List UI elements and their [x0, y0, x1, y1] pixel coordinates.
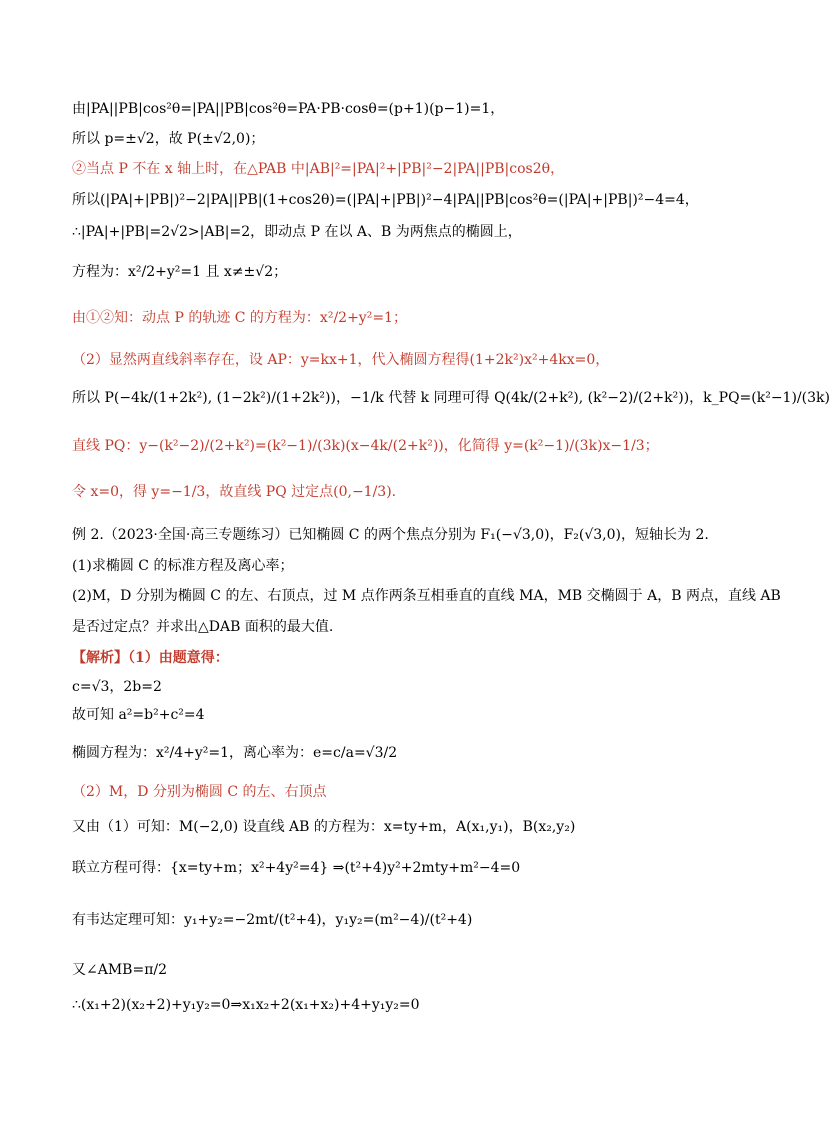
line-l03: ②当点 P 不在 x 轴上时，在△PAB 中|AB|²=|PA|²+|PB|²−2|PA||PB|cos2θ，	[72, 161, 565, 177]
line-l11: 令 x=0，得 y=−1/3，故直线 PQ 过定点(0,−1/3).	[72, 484, 397, 500]
line-l23: 有韦达定理可知：y₁+y₂=−2mt/(t²+4)，y₁y₂=(m²−4)/(t²+4)	[72, 912, 473, 928]
line-l06: 方程为：x²/2+y²=1 且 x≠±√2；	[72, 264, 288, 280]
line-l20: （2）M，D 分别为椭圆 C 的左、右顶点	[72, 784, 327, 800]
line-l17: c=√3，2b=2	[72, 679, 162, 695]
line-l14: (2)M，D 分别为椭圆 C 的左、右顶点，过 M 点作两条互相垂直的直线 MA，MB 交椭圆于 A，B 两点，直线 AB	[72, 588, 781, 604]
line-l08: （2）显然两直线斜率存在，设 AP：y=kx+1，代入椭圆方程得(1+2k²)x²+4kx=0，	[72, 352, 610, 368]
line-l22: 联立方程可得：{x=ty+m；x²+4y²=4} ⇒(t²+4)y²+2mty+m²−4=0	[72, 860, 521, 876]
line-l24: 又∠AMB=π/2	[72, 962, 168, 978]
line-l07: 由①②知：动点 P 的轨迹 C 的方程为：x²/2+y²=1；	[72, 310, 407, 326]
line-l05: ∴|PA|+|PB|=2√2>|AB|=2，即动点 P 在以 A、B 为两焦点的椭圆上，	[72, 224, 522, 240]
line-l21: 又由（1）可知：M(−2,0) 设直线 AB 的方程为：x=ty+m，A(x₁,y₁)，B(x₂,y₂)	[72, 819, 576, 835]
line-l10: 直线 PQ：y−(k²−2)/(2+k²)=(k²−1)/(3k)(x−4k/(2+k²))，化简得 y=(k²−1)/(3k)x−1/3；	[72, 438, 659, 454]
line-l02: 所以 p=±√2，故 P(±√2,0)；	[72, 131, 265, 147]
line-l01: 由|PA||PB|cos²θ=|PA||PB|cos²θ=PA·PB·cosθ=(p+1)(p−1)=1，	[72, 101, 505, 117]
line-l12: 例 2.（2023·全国·高三专题练习）已知椭圆 C 的两个焦点分别为 F₁(−√3,0)，F₂(√3,0)，短轴长为 2.	[72, 527, 709, 543]
line-l13: (1)求椭圆 C 的标准方程及离心率；	[72, 558, 294, 574]
line-l04: 所以(|PA|+|PB|)²−2|PA||PB|(1+cos2θ)=(|PA|+|PB|)²−4|PA||PB|cos²θ=(|PA|+|PB|)²−4=4，	[72, 192, 699, 208]
line-l15: 是否过定点？并求出△DAB 面积的最大值.	[72, 619, 334, 635]
line-l19: 椭圆方程为：x²/4+y²=1，离心率为：e=c/a=√3/2	[72, 745, 398, 761]
line-l18: 故可知 a²=b²+c²=4	[72, 707, 205, 723]
line-l16: 【解析】（1）由题意得：	[72, 650, 229, 666]
line-l09: 所以 P(−4k/(1+2k²), (1−2k²)/(1+2k²))，−1/k 代替 k 同理可得 Q(4k/(2+k²), (k²−2)/(2+k²))，k_PQ=(k²−1)/(3k)	[72, 390, 830, 406]
line-l25: ∴(x₁+2)(x₂+2)+y₁y₂=0⇒x₁x₂+2(x₁+x₂)+4+y₁y₂=0	[72, 997, 420, 1013]
